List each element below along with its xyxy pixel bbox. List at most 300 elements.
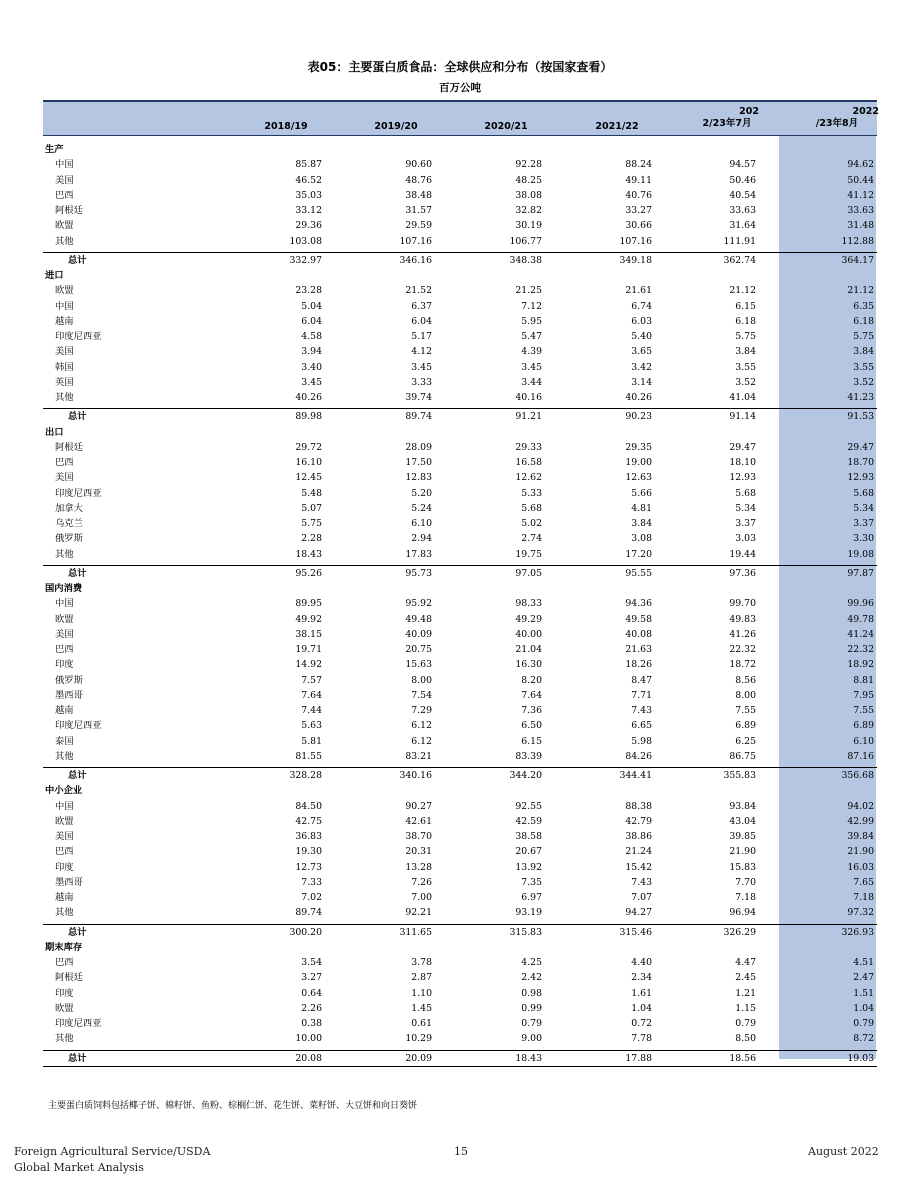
col-header-2020: 2020/21 [484, 121, 528, 132]
cell-value: 7.55 [735, 705, 756, 716]
cell-value: 6.65 [631, 720, 652, 732]
cell-value: 346.16 [399, 254, 432, 266]
table-row [43, 390, 877, 405]
cell-value: 20.08 [295, 1052, 322, 1064]
row-label: 印度尼西亚 [55, 720, 102, 732]
cell-value: 91.14 [729, 411, 756, 423]
cell-value: 21.24 [625, 846, 652, 858]
cell-value: 41.26 [729, 628, 756, 640]
table-title: 表05：主要蛋白质食品：全球供应和分布（按国家查看） [307, 60, 613, 74]
cell-value: 7.18 [735, 892, 756, 903]
row-label: 印度 [55, 861, 74, 873]
cell-value: 19.00 [625, 457, 652, 468]
cell-value: 5.24 [411, 502, 432, 514]
cell-value: 6.37 [411, 300, 432, 312]
cell-value: 18.70 [847, 457, 874, 468]
row-label: 其他 [55, 235, 74, 247]
cell-value: 326.93 [841, 926, 874, 938]
cell-value: 0.79 [735, 1018, 756, 1029]
cell-value: 6.25 [735, 735, 756, 747]
section-header [43, 142, 877, 157]
cell-value: 3.08 [631, 533, 652, 545]
cell-value: 7.02 [301, 892, 322, 903]
section-label: 期末库存 [45, 941, 83, 953]
row-label: 欧盟 [55, 220, 74, 232]
row-label: 乌克兰 [55, 518, 83, 529]
cell-value: 3.78 [411, 957, 432, 968]
cell-value: 48.25 [515, 174, 542, 186]
cell-value: 39.74 [405, 392, 432, 403]
cell-value: 18.56 [729, 1052, 756, 1064]
cell-value: 7.71 [631, 689, 652, 701]
page-number: 15 [454, 1145, 468, 1158]
cell-value: 29.72 [295, 441, 322, 453]
row-label: 墨西哥 [55, 689, 83, 701]
table-row [43, 157, 877, 172]
cell-value: 4.12 [411, 346, 432, 358]
cell-value: 19.75 [515, 548, 542, 560]
cell-value: 5.66 [631, 487, 652, 499]
cell-value: 7.70 [735, 876, 756, 888]
cell-value: 83.39 [515, 750, 542, 762]
cell-value: 49.29 [515, 613, 542, 625]
cell-value: 15.63 [405, 659, 432, 671]
cell-value: 40.08 [625, 628, 652, 640]
cell-value: 7.57 [301, 674, 322, 686]
row-label: 阿根廷 [55, 205, 83, 216]
cell-value: 41.24 [847, 628, 874, 640]
cell-value: 6.35 [853, 300, 874, 312]
cell-value: 7.07 [631, 892, 652, 903]
cell-value: 315.83 [509, 926, 542, 938]
cell-value: 2.34 [631, 972, 652, 984]
cell-value: 1.21 [735, 987, 756, 999]
table-row [43, 329, 877, 344]
cell-value: 5.98 [631, 735, 652, 747]
row-label: 巴西 [55, 189, 74, 201]
cell-value: 12.93 [847, 472, 874, 484]
table-row [43, 799, 877, 814]
cell-value: 86.75 [729, 750, 756, 762]
cell-value: 7.55 [853, 705, 874, 716]
cell-value: 3.37 [853, 518, 874, 529]
cell-value: 7.43 [631, 876, 652, 888]
cell-value: 43.04 [729, 815, 756, 827]
cell-value: 21.12 [847, 285, 874, 297]
cell-value: 2.26 [301, 1002, 322, 1014]
cell-value: 2.74 [521, 533, 542, 545]
row-label: 英国 [55, 376, 74, 388]
cell-value: 29.35 [625, 441, 652, 453]
section-label: 生产 [45, 144, 64, 155]
cell-value: 3.84 [735, 346, 756, 358]
cell-value: 21.52 [405, 285, 432, 297]
cell-value: 0.79 [521, 1018, 542, 1029]
table-row [43, 642, 877, 657]
cell-value: 90.23 [625, 411, 652, 423]
cell-value: 5.34 [853, 502, 874, 514]
cell-value: 13.92 [515, 861, 542, 873]
cell-value: 38.08 [515, 189, 542, 201]
row-label: 中国 [55, 159, 74, 171]
cell-value: 31.57 [405, 205, 432, 216]
total-label: 总计 [68, 567, 87, 579]
cell-value: 3.30 [853, 533, 874, 545]
cell-value: 40.54 [729, 189, 756, 201]
cell-value: 6.10 [853, 735, 874, 747]
row-label: 中国 [55, 598, 74, 610]
table-row [43, 234, 877, 249]
row-label: 其他 [55, 750, 74, 762]
cell-value: 7.29 [411, 705, 432, 716]
col-header-jul [687, 106, 767, 130]
table-row [43, 1031, 877, 1046]
cell-value: 33.63 [729, 205, 756, 216]
cell-value: 3.45 [411, 361, 432, 373]
row-label: 欧盟 [55, 1002, 74, 1014]
cell-value: 41.23 [847, 392, 874, 403]
cell-value: 14.92 [295, 659, 322, 671]
cell-value: 2.87 [411, 972, 432, 984]
row-label: 俄罗斯 [55, 533, 83, 545]
cell-value: 0.38 [301, 1018, 322, 1029]
row-label: 美国 [55, 174, 74, 186]
cell-value: 6.50 [521, 720, 542, 732]
cell-value: 18.72 [729, 659, 756, 671]
cell-value: 94.27 [625, 907, 652, 919]
cell-value: 348.38 [509, 254, 542, 266]
row-label: 印度 [55, 987, 74, 999]
table-row [43, 440, 877, 455]
cell-value: 48.76 [405, 174, 432, 186]
cell-value: 7.95 [853, 689, 874, 701]
table-header [43, 100, 877, 136]
cell-value: 38.15 [295, 628, 322, 640]
cell-value: 12.45 [295, 472, 322, 484]
cell-value: 1.04 [631, 1002, 652, 1014]
cell-value: 92.28 [515, 159, 542, 171]
cell-value: 344.20 [509, 770, 542, 781]
cell-value: 6.15 [521, 735, 542, 747]
cell-value: 1.51 [853, 987, 874, 999]
cell-value: 7.44 [301, 705, 322, 716]
table-row [43, 470, 877, 485]
cell-value: 5.75 [853, 331, 874, 342]
cell-value: 8.56 [735, 674, 756, 686]
cell-value: 106.77 [509, 235, 542, 247]
cell-value: 5.33 [521, 487, 542, 499]
cell-value: 95.26 [295, 567, 322, 579]
cell-value: 6.89 [735, 720, 756, 732]
cell-value: 94.57 [729, 159, 756, 171]
table-row [43, 970, 877, 985]
cell-value: 4.25 [521, 957, 542, 968]
table-row [43, 375, 877, 390]
row-label: 越南 [55, 892, 74, 903]
cell-value: 89.74 [405, 411, 432, 423]
cell-value: 20.75 [405, 644, 432, 655]
cell-value: 92.55 [515, 800, 542, 812]
cell-value: 7.35 [521, 876, 542, 888]
cell-value: 12.63 [625, 472, 652, 484]
section-label: 进口 [45, 270, 64, 281]
col-header-aug [797, 106, 877, 130]
cell-value: 29.33 [515, 441, 542, 453]
cell-value: 94.02 [847, 800, 874, 812]
cell-value: 31.64 [729, 220, 756, 232]
cell-value: 3.40 [301, 361, 322, 373]
table-row [43, 344, 877, 359]
table-row [43, 986, 877, 1001]
cell-value: 16.10 [295, 457, 322, 468]
cell-value: 344.41 [619, 770, 652, 781]
cell-value: 21.12 [729, 285, 756, 297]
cell-value: 7.78 [631, 1033, 652, 1045]
cell-value: 99.70 [729, 598, 756, 610]
cell-value: 85.87 [295, 159, 322, 171]
table-row [43, 203, 877, 218]
col-header-2019: 2019/20 [374, 121, 418, 132]
table-row [43, 718, 877, 733]
cell-value: 0.98 [521, 987, 542, 999]
cell-value: 5.68 [853, 487, 874, 499]
cell-value: 42.59 [515, 815, 542, 827]
row-label: 墨西哥 [55, 876, 83, 888]
cell-value: 92.21 [405, 907, 432, 919]
cell-value: 3.37 [735, 518, 756, 529]
cell-value: 5.47 [521, 331, 542, 342]
total-label: 总计 [68, 1052, 87, 1064]
cell-value: 4.39 [521, 346, 542, 358]
cell-value: 3.65 [631, 346, 652, 358]
cell-value: 3.55 [735, 361, 756, 373]
cell-value: 6.12 [411, 735, 432, 747]
total-row [43, 1050, 877, 1067]
cell-value: 40.00 [515, 628, 542, 640]
cell-value: 90.60 [405, 159, 432, 171]
cell-value: 12.93 [729, 472, 756, 484]
cell-value: 15.83 [729, 861, 756, 873]
section-header [43, 783, 877, 798]
total-row [43, 565, 877, 581]
row-label: 巴西 [55, 846, 74, 858]
section-label: 国内消费 [45, 583, 83, 594]
cell-value: 6.18 [735, 315, 756, 327]
row-label: 美国 [55, 831, 74, 842]
total-row [43, 767, 877, 783]
cell-value: 32.82 [515, 205, 542, 216]
cell-value: 28.09 [405, 441, 432, 453]
cell-value: 356.68 [841, 770, 874, 781]
table-row [43, 596, 877, 611]
footnote: 主要蛋白质饲料包括椰子饼、棉籽饼、鱼粉、棕榈仁饼、花生饼、菜籽饼、大豆饼和向日葵饼 [48, 1101, 418, 1111]
cell-value: 8.47 [631, 674, 652, 686]
cell-value: 1.10 [411, 987, 432, 999]
cell-value: 31.48 [847, 220, 874, 232]
table-row [43, 749, 877, 764]
cell-value: 19.03 [847, 1052, 874, 1064]
table-row [43, 814, 877, 829]
cell-value: 3.52 [853, 376, 874, 388]
cell-value: 5.75 [301, 518, 322, 529]
section-label: 出口 [45, 426, 64, 438]
table-row [43, 188, 877, 203]
section-header [43, 425, 877, 440]
cell-value: 18.10 [729, 457, 756, 468]
cell-value: 41.04 [729, 392, 756, 403]
row-label: 欧盟 [55, 613, 74, 625]
table-row [43, 486, 877, 501]
table-row [43, 875, 877, 890]
table-row [43, 688, 877, 703]
cell-value: 29.47 [729, 441, 756, 453]
cell-value: 2.47 [853, 972, 874, 984]
cell-value: 8.00 [735, 689, 756, 701]
cell-value: 18.43 [515, 1052, 542, 1064]
cell-value: 17.50 [405, 457, 432, 468]
cell-value: 84.26 [625, 750, 652, 762]
cell-value: 29.47 [847, 441, 874, 453]
cell-value: 29.36 [295, 220, 322, 232]
section-header [43, 268, 877, 283]
table-row [43, 299, 877, 314]
row-label: 中国 [55, 300, 74, 312]
cell-value: 5.68 [735, 487, 756, 499]
cell-value: 300.20 [289, 926, 322, 938]
table-row [43, 218, 877, 233]
cell-value: 40.09 [405, 628, 432, 640]
table-row [43, 1016, 877, 1031]
cell-value: 3.27 [301, 972, 322, 984]
cell-value: 42.79 [625, 815, 652, 827]
row-label: 印度尼西亚 [55, 331, 102, 342]
cell-value: 6.10 [411, 518, 432, 529]
cell-value: 93.19 [515, 907, 542, 919]
cell-value: 328.28 [289, 770, 322, 781]
cell-value: 99.96 [847, 598, 874, 610]
cell-value: 30.66 [625, 220, 652, 232]
cell-value: 16.58 [515, 457, 542, 468]
cell-value: 0.99 [521, 1002, 542, 1014]
cell-value: 3.54 [301, 957, 322, 968]
cell-value: 38.58 [515, 831, 542, 842]
cell-value: 1.15 [735, 1002, 756, 1014]
cell-value: 20.09 [405, 1052, 432, 1064]
cell-value: 7.54 [411, 689, 432, 701]
cell-value: 5.04 [301, 300, 322, 312]
cell-value: 89.98 [295, 411, 322, 423]
table-row [43, 955, 877, 970]
footer-division: Global Market Analysis [14, 1161, 144, 1174]
cell-value: 6.04 [411, 315, 432, 327]
cell-value: 4.47 [735, 957, 756, 968]
cell-value: 0.72 [631, 1018, 652, 1029]
cell-value: 96.94 [729, 907, 756, 919]
cell-value: 355.83 [723, 770, 756, 781]
cell-value: 5.81 [301, 735, 322, 747]
row-label: 美国 [55, 628, 74, 640]
cell-value: 6.12 [411, 720, 432, 732]
cell-value: 4.81 [631, 502, 652, 514]
table-row [43, 283, 877, 298]
table-row [43, 829, 877, 844]
total-label: 总计 [68, 770, 87, 781]
cell-value: 5.07 [301, 502, 322, 514]
cell-value: 84.50 [295, 800, 322, 812]
cell-value: 6.03 [631, 315, 652, 327]
row-label: 其他 [55, 392, 74, 403]
cell-value: 3.55 [853, 361, 874, 373]
table-row [43, 531, 877, 546]
cell-value: 7.00 [411, 892, 432, 903]
cell-value: 49.92 [295, 613, 322, 625]
cell-value: 3.44 [521, 376, 542, 388]
cell-value: 103.08 [289, 235, 322, 247]
cell-value: 4.51 [853, 957, 874, 968]
table-row [43, 703, 877, 718]
cell-value: 326.29 [723, 926, 756, 938]
table-row [43, 501, 877, 516]
row-label: 巴西 [55, 457, 74, 468]
total-row [43, 252, 877, 268]
cell-value: 46.52 [295, 174, 322, 186]
col-header-2018: 2018/19 [264, 121, 308, 132]
cell-value: 42.75 [295, 815, 322, 827]
cell-value: 40.26 [625, 392, 652, 403]
cell-value: 33.12 [295, 205, 322, 216]
cell-value: 50.44 [847, 174, 874, 186]
cell-value: 49.78 [847, 613, 874, 625]
cell-value: 4.58 [301, 331, 322, 342]
table-row [43, 314, 877, 329]
row-label: 印度尼西亚 [55, 1018, 102, 1029]
cell-value: 49.11 [625, 174, 652, 186]
cell-value: 33.63 [847, 205, 874, 216]
row-label: 其他 [55, 548, 74, 560]
row-label: 巴西 [55, 644, 74, 655]
table-units: 百万公吨 [439, 82, 481, 94]
row-label: 欧盟 [55, 815, 74, 827]
cell-value: 39.84 [847, 831, 874, 842]
cell-value: 7.26 [411, 876, 432, 888]
table-row [43, 612, 877, 627]
cell-value: 21.90 [729, 846, 756, 858]
cell-value: 6.74 [631, 300, 652, 312]
cell-value: 332.97 [289, 254, 322, 266]
total-row [43, 924, 877, 940]
cell-value: 107.16 [399, 235, 432, 247]
section-header [43, 940, 877, 955]
cell-value: 349.18 [619, 254, 652, 266]
cell-value: 89.95 [295, 598, 322, 610]
row-label: 美国 [55, 472, 74, 484]
cell-value: 4.40 [631, 957, 652, 968]
cell-value: 20.67 [515, 846, 542, 858]
cell-value: 12.62 [515, 472, 542, 484]
cell-value: 21.90 [847, 846, 874, 858]
cell-value: 1.04 [853, 1002, 874, 1014]
table-row [43, 673, 877, 688]
cell-value: 3.03 [735, 533, 756, 545]
cell-value: 97.36 [729, 567, 756, 579]
cell-value: 8.81 [853, 674, 874, 686]
row-label: 印度尼西亚 [55, 487, 102, 499]
section-header [43, 581, 877, 596]
total-label: 总计 [68, 411, 87, 423]
cell-value: 21.04 [515, 644, 542, 655]
total-row [43, 408, 877, 424]
table-row [43, 173, 877, 188]
